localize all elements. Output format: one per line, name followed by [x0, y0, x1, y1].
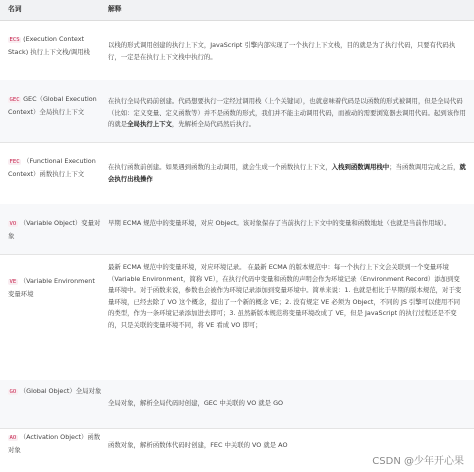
term-text: （Global Object）全局对象: [19, 387, 102, 395]
explanation-bold: 全局执行上下文: [127, 120, 172, 128]
term-text: （Variable Environment 变量环境: [8, 277, 95, 298]
explanation-text: 在执行全局代码前创建。代码想要执行一定经过调用栈（上个关键词），也就意味着代码是以函数的形式被调用，但是全局代码（比如：定义变量、定义函数等）并不是函数的形式，我们并不能主动调用代码，而被动的需要浏览器去调用代码。起到该作用的就是: [108, 97, 466, 128]
explanation-text-mid: ；当函数调用完成之后，: [389, 163, 460, 171]
explanation-bold-1: 入栈到函数调用栈中: [331, 163, 390, 171]
header-term: 名词: [8, 5, 22, 13]
table-row-vo: [0, 204, 474, 255]
explanation-text: 早期 ECMA 规范中的变量环境，对应 Object。该对象保存了当前执行上下文中的变量和函数地址（也就是当前作用域）。: [108, 219, 451, 227]
explanation-cell: [108, 218, 466, 230]
term-text: (Execution Context Stack) 执行上下文栈/调用栈: [8, 35, 90, 56]
term-cell: [8, 156, 102, 180]
table-row-gec: [0, 80, 474, 143]
explanation-text-end: ，先解析全局代码然后执行。: [171, 120, 255, 128]
term-tag: VO: [9, 221, 17, 227]
explanation-cell: [108, 96, 466, 131]
explanation-text: 函数对象，解析函数体代码时创建，FEC 中关联的 VO 就是 AO: [108, 441, 288, 449]
term-text: GEC（Global Execution Context）全局执行上下文: [8, 95, 97, 116]
csdn-watermark: CSDN @少年开心果: [372, 456, 464, 467]
table-row-ecs: [0, 20, 474, 81]
explanation-text: 在执行函数前创建。如果遇到函数的主动调用，就会生成一个函数执行上下文，: [108, 163, 332, 171]
explanation-cell: [108, 262, 466, 331]
term-cell: [8, 218, 102, 242]
explanation-text: 以栈的形式调用创建的执行上下文，JavaScript 引擎内部实现了一个执行上下文栈，目的就是为了执行代码，只要有代码执行，一定是在执行上下文栈中执行的。: [108, 41, 456, 61]
explanation-cell: [108, 440, 466, 452]
explanation-text: 最新 ECMA 规范中的变量环境，对应环境记录。 在最新 ECMA 的版本规范中：每一个执行上下文会关联到一个变量环境（Variable Environment，简称 VE），在执行代码中变量和函数的声明会作为环境记录（Environment Record）添加到变量环境中。对于函数来说，参数也会被作为环境记录添加到变量环境中。简单来说：1. 也就是相比于早期的版本规范，对于变量环境，已经去除了 VO 这个概念，提出了一个新的概念 VE；2. 没有规定 VE 必须为 Object，不同的 JS 引擎可以使用不同的类型，作为一条环境记录添加进去即可；3. 虽然新版本规范将变量环境改成了 VE，但是 JavaScript 的执行过程还是不变的，只是关联的变量环境不同，将 VE 看成 VO 即可；: [108, 263, 462, 329]
table-row-fec: [0, 142, 474, 205]
explanation-bold-2: 就会执行出栈操作: [108, 163, 466, 183]
term-tag: GO: [9, 389, 17, 395]
term-tag: ECS: [9, 37, 20, 43]
term-tag: VE: [9, 279, 17, 285]
term-cell: [8, 34, 102, 58]
term-tag: FEC: [9, 159, 20, 165]
term-cell: [8, 386, 102, 399]
term-text: （Functional Execution Context）函数执行上下文: [8, 157, 96, 178]
term-cell: [8, 276, 102, 300]
term-cell: [8, 94, 102, 118]
term-tag: GEC: [9, 97, 20, 103]
term-text: （Activation Object）函数对象: [8, 433, 101, 454]
header-explanation: 解释: [108, 5, 122, 13]
term-text: （Variable Object）变量对象: [8, 219, 101, 240]
table-header: [0, 0, 474, 21]
explanation-text: 全局对象，解析全局代码时创建，GEC 中关联的 VO 就是 GO: [108, 399, 284, 407]
explanation-cell: [108, 40, 466, 63]
table-row-go: [0, 380, 474, 429]
explanation-cell: [108, 162, 466, 185]
table-row-ve: [0, 254, 474, 381]
term-cell: [8, 432, 102, 456]
explanation-cell: [108, 398, 466, 410]
term-tag: AO: [9, 435, 17, 441]
